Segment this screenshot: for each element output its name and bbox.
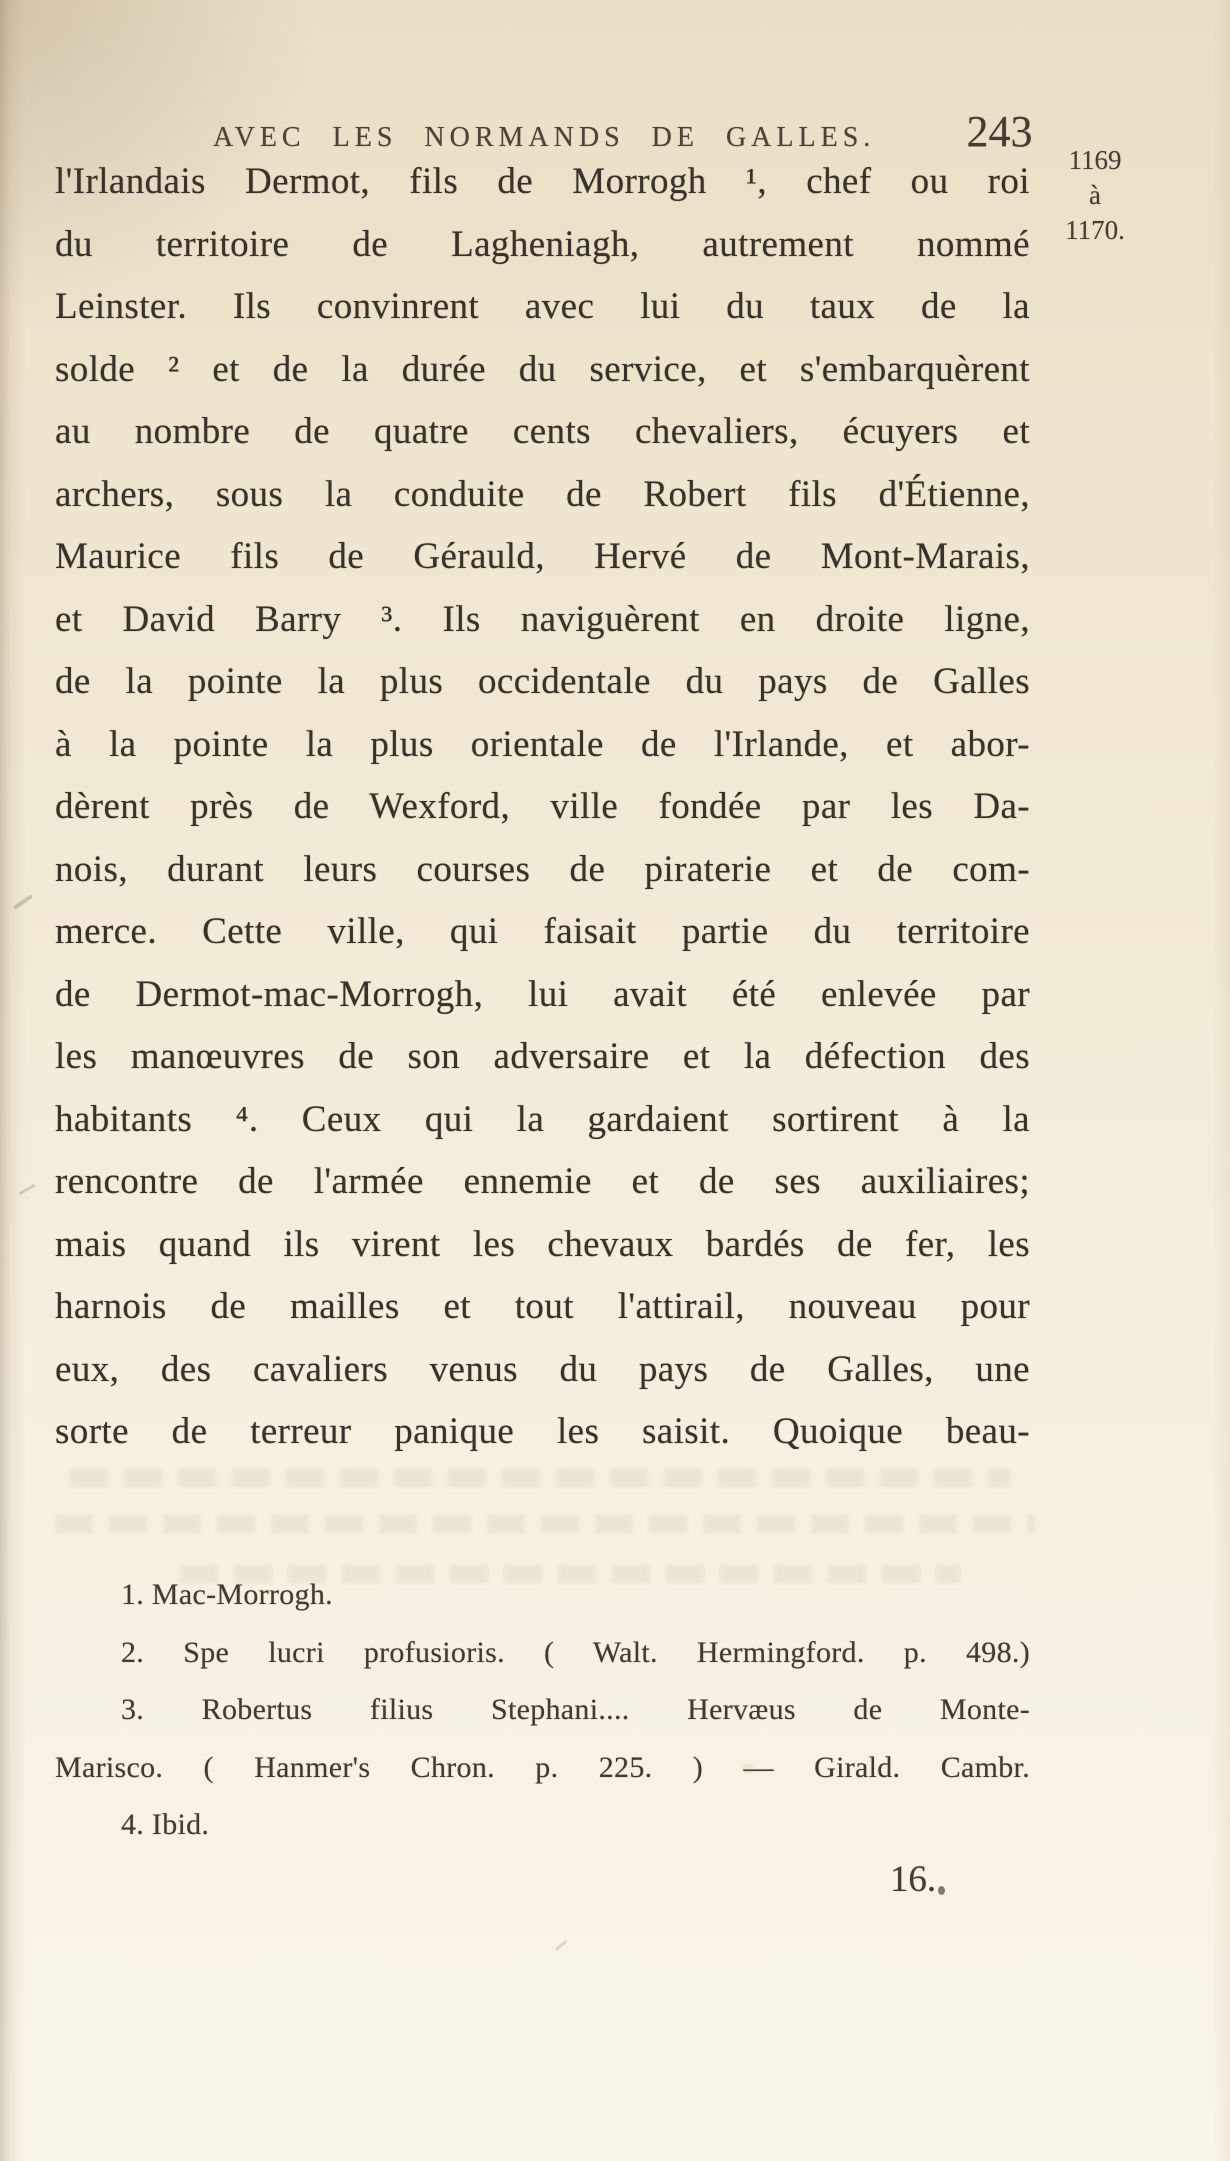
margin-year-end: 1170.	[1065, 215, 1125, 245]
text-line: rencontre de l'armée ennemie et de ses auxiliaires;	[55, 1161, 1030, 1202]
text-line: sorte de terreur panique les saisit. Quoique beau-	[55, 1411, 1030, 1452]
text-line: l'Irlandais Dermot, fils de Morrogh ¹, chef ou roi	[55, 161, 1030, 202]
footnote-line: 1. Mac-Morrogh.	[121, 1578, 333, 1611]
margin-date-note	[1043, 143, 1147, 248]
footnote-line: 3. Robertus filius Stephani.... Hervæus de Monte-	[121, 1693, 1030, 1726]
paper-scratch	[13, 894, 33, 910]
paper-speckle	[938, 1886, 945, 1895]
text-line: Maurice fils de Gérauld, Hervé de Mont-Marais,	[55, 536, 1030, 577]
text-line: merce. Cette ville, qui faisait partie du territoire	[55, 911, 1030, 952]
text-line: à la pointe la plus orientale de l'Irlande, et abor-	[55, 723, 1030, 765]
margin-year-start: 1169	[1068, 145, 1122, 175]
text-line: nois, durant leurs courses de piraterie et de com-	[55, 848, 1030, 890]
text-line: eux, des cavaliers venus du pays de Galles, une	[55, 1348, 1030, 1390]
paper-stain	[742, 1764, 754, 1774]
text-line: du territoire de Lagheniagh, autrement nommé	[55, 223, 1030, 265]
paper-scratch	[18, 1184, 35, 1196]
text-line: habitants ⁴. Ceux qui la gardaient sortirent à la	[55, 1098, 1030, 1140]
page-number: 243	[966, 107, 1033, 156]
margin-year-separator: à	[1089, 180, 1101, 210]
paper-scratch	[555, 1940, 568, 1951]
footnote-line: 4. Ibid.	[121, 1808, 210, 1841]
text-line: Leinster. Ils convinrent avec lui du taux de la	[55, 286, 1030, 327]
text-line: de la pointe la plus occidentale du pays de Galles	[55, 661, 1030, 702]
running-title: AVEC LES NORMANDS DE GALLES.	[213, 122, 876, 153]
text-line: au nombre de quatre cents chevaliers, écuyers et	[55, 411, 1030, 452]
footnote-line: 2. Spe lucri profusioris. ( Walt. Hermingford. p. 498.)	[121, 1635, 1030, 1669]
show-through-ghost-text	[55, 1514, 1035, 1533]
text-line: dèrent près de Wexford, ville fondée par les Da-	[55, 786, 1030, 827]
text-line: solde ² et de la durée du service, et s'embarquèrent	[55, 348, 1030, 390]
footnote-section	[55, 1578, 1030, 1866]
text-line: et David Barry ³. Ils naviguèrent en droite ligne,	[55, 598, 1030, 640]
body-text	[55, 160, 1030, 1473]
text-line: harnois de mailles et tout l'attirail, nouveau pour	[55, 1286, 1030, 1327]
footnote-line: Marisco. ( Hanmer's Chron. p. 225. ) — Girald. Cambr.	[55, 1750, 1030, 1784]
text-line: archers, sous la conduite de Robert fils d'Étienne,	[55, 473, 1030, 515]
text-line: mais quand ils virent les chevaux bardés de fer, les	[55, 1223, 1030, 1265]
text-line: de Dermot-mac-Morrogh, lui avait été enlevée par	[55, 973, 1030, 1015]
text-line: les manœuvres de son adversaire et la défection des	[55, 1036, 1030, 1077]
show-through-ghost-text	[70, 1468, 1010, 1487]
signature-mark: 16.	[889, 1859, 937, 1900]
